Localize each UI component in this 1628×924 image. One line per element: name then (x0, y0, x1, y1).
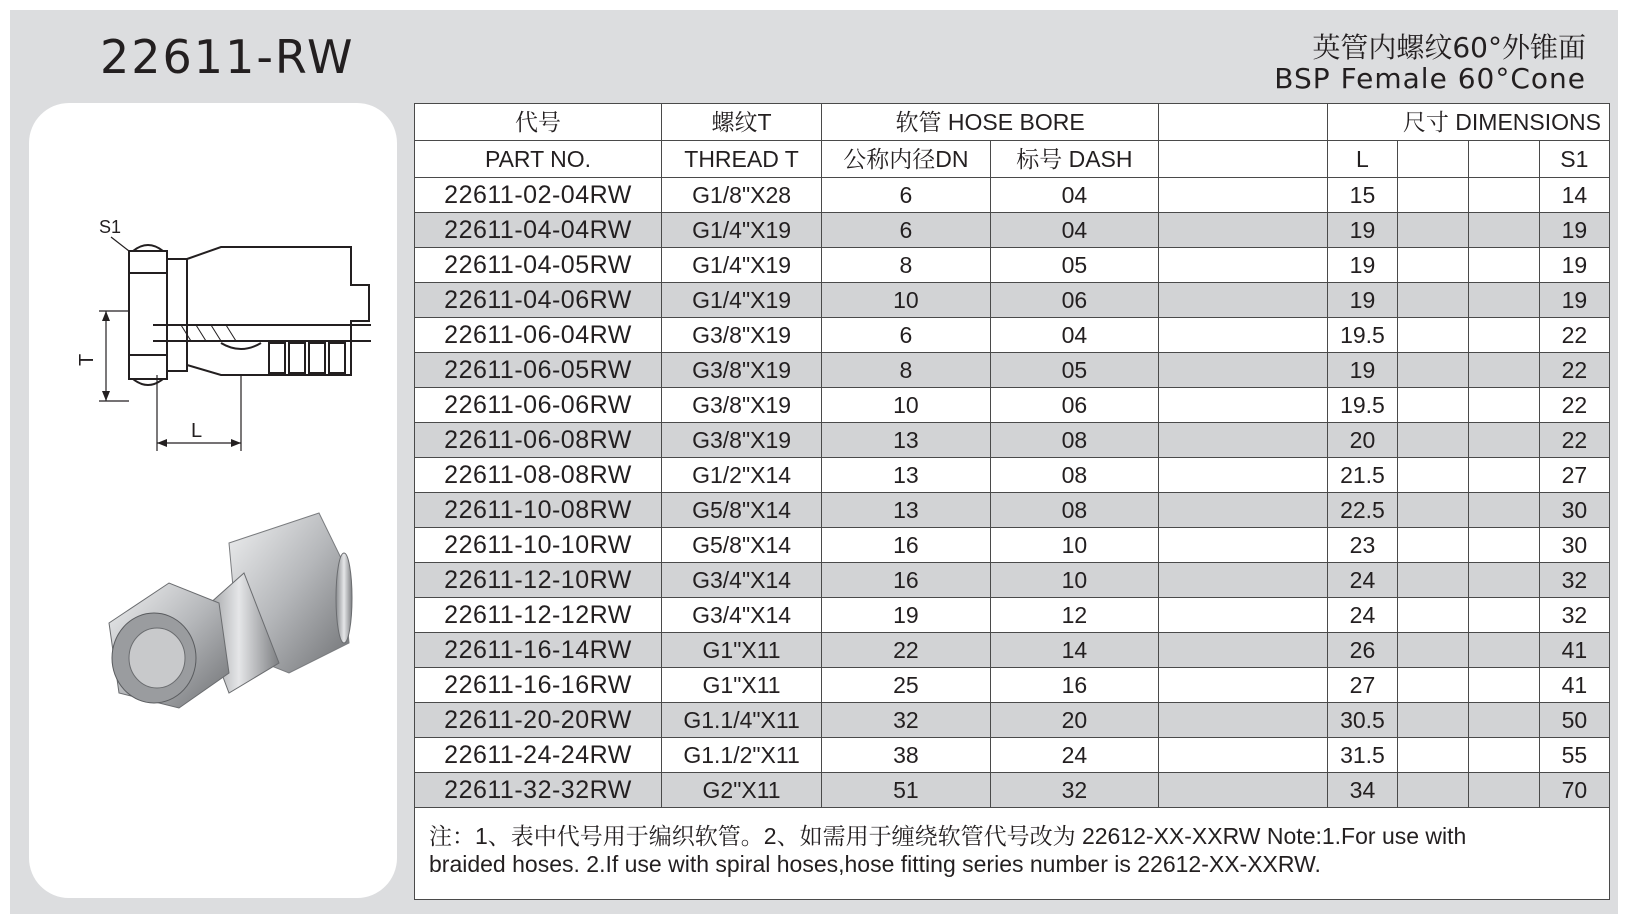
cell-dash: 05 (990, 248, 1158, 283)
cell-dn: 6 (822, 213, 990, 248)
subtitle-chinese: 英管内螺纹60°外锥面 (1312, 31, 1586, 64)
header-s1: S1 (1539, 141, 1609, 178)
cell-dash: 06 (990, 283, 1158, 318)
cell-s1: 41 (1539, 668, 1609, 703)
cell-empty (1469, 633, 1540, 668)
cell-empty (1469, 493, 1540, 528)
cell-part-no: 22611-04-05RW (415, 248, 661, 283)
table-row (415, 633, 1609, 668)
cell-part-no: 22611-02-04RW (415, 178, 661, 213)
cell-dn: 19 (822, 598, 990, 633)
subtitle-english: BSP Female 60°Cone (1274, 62, 1586, 95)
cell-empty (1398, 213, 1469, 248)
cell-thread: G1/8"X28 (661, 178, 821, 213)
cell-l: 24 (1327, 598, 1398, 633)
cell-empty (1398, 598, 1469, 633)
cell-empty (1469, 703, 1540, 738)
cell-l: 21.5 (1327, 458, 1398, 493)
table-row (415, 563, 1609, 598)
cell-s1: 70 (1539, 773, 1609, 808)
cell-l: 22.5 (1327, 493, 1398, 528)
cell-empty (1159, 528, 1327, 563)
cell-dn: 6 (822, 178, 990, 213)
cell-empty (1398, 388, 1469, 423)
cell-part-no: 22611-08-08RW (415, 458, 661, 493)
cell-part-no: 22611-10-08RW (415, 493, 661, 528)
cell-thread: G3/4"X14 (661, 563, 821, 598)
table-row (415, 283, 1609, 318)
cell-thread: G3/8"X19 (661, 318, 821, 353)
cell-s1: 19 (1539, 213, 1609, 248)
cell-part-no: 22611-32-32RW (415, 773, 661, 808)
cell-dash: 32 (990, 773, 1158, 808)
cell-empty (1398, 458, 1469, 493)
cell-empty (1469, 773, 1540, 808)
cell-empty (1469, 388, 1540, 423)
cell-s1: 27 (1539, 458, 1609, 493)
cell-empty (1469, 528, 1540, 563)
cell-empty (1159, 598, 1327, 633)
cell-dn: 32 (822, 703, 990, 738)
cell-part-no: 22611-12-12RW (415, 598, 661, 633)
cell-part-no: 22611-06-04RW (415, 318, 661, 353)
cell-s1: 50 (1539, 703, 1609, 738)
cell-l: 24 (1327, 563, 1398, 598)
cell-dn: 22 (822, 633, 990, 668)
cell-part-no: 22611-16-16RW (415, 668, 661, 703)
cell-empty (1159, 213, 1327, 248)
cell-empty (1398, 668, 1469, 703)
cell-thread: G1/4"X19 (661, 213, 821, 248)
cell-s1: 30 (1539, 493, 1609, 528)
header-dn: 公称内径DN (822, 141, 990, 178)
cell-empty (1398, 423, 1469, 458)
table-row (415, 668, 1609, 703)
cell-dash: 08 (990, 423, 1158, 458)
header-empty-cell (1159, 104, 1327, 141)
cell-dn: 13 (822, 423, 990, 458)
cell-dn: 25 (822, 668, 990, 703)
cell-empty (1398, 633, 1469, 668)
cell-dash: 08 (990, 458, 1158, 493)
cell-l: 19 (1327, 213, 1398, 248)
table-row (415, 318, 1609, 353)
cell-dn: 16 (822, 528, 990, 563)
cell-empty (1159, 668, 1327, 703)
cell-empty (1398, 528, 1469, 563)
cell-dn: 10 (822, 388, 990, 423)
cell-part-no: 22611-06-06RW (415, 388, 661, 423)
cell-dash: 20 (990, 703, 1158, 738)
header-empty-cell (1159, 141, 1327, 178)
cell-part-no: 22611-04-06RW (415, 283, 661, 318)
dimension-label-l: L (191, 420, 203, 442)
spec-table (414, 103, 1610, 900)
cell-empty (1469, 563, 1540, 598)
cell-l: 19 (1327, 353, 1398, 388)
cell-empty (1469, 248, 1540, 283)
cell-part-no: 22611-12-10RW (415, 563, 661, 598)
dimension-label-t: T (76, 353, 98, 366)
cell-part-no: 22611-04-04RW (415, 213, 661, 248)
cell-dn: 6 (822, 318, 990, 353)
cell-dash: 10 (990, 563, 1158, 598)
cell-dash: 04 (990, 213, 1158, 248)
cell-dn: 13 (822, 493, 990, 528)
cell-thread: G3/8"X19 (661, 388, 821, 423)
table-row (415, 178, 1609, 213)
cell-empty (1159, 178, 1327, 213)
table-row (415, 423, 1609, 458)
cell-empty (1159, 248, 1327, 283)
header-hose-bore: 软管 HOSE BORE (822, 104, 1159, 141)
cell-dn: 8 (822, 248, 990, 283)
table-row (415, 493, 1609, 528)
cell-l: 30.5 (1327, 703, 1398, 738)
technical-drawing (41, 155, 386, 455)
cell-thread: G2"X11 (661, 773, 821, 808)
cell-part-no: 22611-24-24RW (415, 738, 661, 773)
cell-empty (1398, 703, 1469, 738)
cell-empty (1159, 318, 1327, 353)
cell-empty (1469, 353, 1540, 388)
header-empty-cell (1469, 141, 1540, 178)
header-thread-t: THREAD T (661, 141, 821, 178)
header-row-1 (415, 104, 1609, 141)
spec-grid (415, 104, 1609, 808)
footnote-line-1: 注：1、表中代号用于编织软管。2、如需用于缠绕软管代号改为 22612-XX-XXRW Note:1.For use with (429, 823, 1467, 849)
table-row (415, 598, 1609, 633)
cell-l: 19 (1327, 248, 1398, 283)
cell-s1: 14 (1539, 178, 1609, 213)
cell-empty (1159, 493, 1327, 528)
cell-empty (1159, 458, 1327, 493)
cell-dash: 10 (990, 528, 1158, 563)
product-image-card (29, 103, 397, 898)
cell-s1: 30 (1539, 528, 1609, 563)
cell-part-no: 22611-20-20RW (415, 703, 661, 738)
cell-s1: 19 (1539, 283, 1609, 318)
header-dash: 标号 DASH (990, 141, 1158, 178)
cell-s1: 19 (1539, 248, 1609, 283)
header-row-2 (415, 141, 1609, 178)
cell-empty (1469, 458, 1540, 493)
cell-s1: 22 (1539, 318, 1609, 353)
cell-l: 15 (1327, 178, 1398, 213)
cell-l: 19.5 (1327, 388, 1398, 423)
cell-thread: G1"X11 (661, 668, 821, 703)
table-row (415, 703, 1609, 738)
cell-s1: 22 (1539, 353, 1609, 388)
cell-s1: 32 (1539, 598, 1609, 633)
cell-empty (1398, 283, 1469, 318)
table-row (415, 353, 1609, 388)
cell-dn: 13 (822, 458, 990, 493)
cell-empty (1398, 353, 1469, 388)
cell-dash: 24 (990, 738, 1158, 773)
cell-empty (1469, 668, 1540, 703)
footnote (429, 822, 1599, 878)
cell-empty (1159, 633, 1327, 668)
cell-l: 27 (1327, 668, 1398, 703)
cell-thread: G1.1/2"X11 (661, 738, 821, 773)
cell-empty (1159, 773, 1327, 808)
cell-dn: 51 (822, 773, 990, 808)
cell-thread: G5/8"X14 (661, 493, 821, 528)
cell-empty (1398, 773, 1469, 808)
cell-s1: 32 (1539, 563, 1609, 598)
cell-part-no: 22611-10-10RW (415, 528, 661, 563)
cell-dn: 10 (822, 283, 990, 318)
cell-empty (1469, 423, 1540, 458)
cell-empty (1469, 178, 1540, 213)
cell-thread: G1"X11 (661, 633, 821, 668)
cell-empty (1159, 353, 1327, 388)
cell-dash: 04 (990, 318, 1158, 353)
cell-dash: 04 (990, 178, 1158, 213)
fitting-photo (79, 503, 369, 733)
cell-part-no: 22611-06-08RW (415, 423, 661, 458)
cell-l: 19 (1327, 283, 1398, 318)
cell-thread: G5/8"X14 (661, 528, 821, 563)
cell-dash: 12 (990, 598, 1158, 633)
header-dimensions: 尺寸 DIMENSIONS (1327, 104, 1609, 141)
cell-l: 31.5 (1327, 738, 1398, 773)
cell-dn: 38 (822, 738, 990, 773)
cell-dash: 05 (990, 353, 1158, 388)
cell-empty (1159, 703, 1327, 738)
cell-l: 34 (1327, 773, 1398, 808)
dimension-label-s1: S1 (99, 217, 122, 237)
header-part-cn: 代号 (415, 104, 661, 141)
cell-dash: 16 (990, 668, 1158, 703)
cell-empty (1469, 283, 1540, 318)
cell-thread: G1.1/4"X11 (661, 703, 821, 738)
header-empty-cell (1398, 141, 1469, 178)
table-row (415, 248, 1609, 283)
cell-thread: G1/4"X19 (661, 283, 821, 318)
header-thread-cn: 螺纹T (661, 104, 821, 141)
cell-thread: G1/4"X19 (661, 248, 821, 283)
cell-empty (1398, 248, 1469, 283)
cell-empty (1469, 598, 1540, 633)
cell-empty (1398, 738, 1469, 773)
cell-dash: 08 (990, 493, 1158, 528)
cell-thread: G3/8"X19 (661, 353, 821, 388)
cell-empty (1159, 563, 1327, 598)
cell-dash: 14 (990, 633, 1158, 668)
cell-empty (1398, 563, 1469, 598)
cell-empty (1398, 493, 1469, 528)
cell-s1: 22 (1539, 423, 1609, 458)
table-row (415, 458, 1609, 493)
cell-empty (1398, 178, 1469, 213)
table-row (415, 213, 1609, 248)
cell-l: 20 (1327, 423, 1398, 458)
cell-empty (1398, 318, 1469, 353)
cell-l: 19.5 (1327, 318, 1398, 353)
cell-thread: G3/8"X19 (661, 423, 821, 458)
cell-empty (1469, 318, 1540, 353)
cell-thread: G1/2"X14 (661, 458, 821, 493)
table-row (415, 773, 1609, 808)
table-row (415, 738, 1609, 773)
table-row (415, 388, 1609, 423)
cell-l: 26 (1327, 633, 1398, 668)
footnote-line-2: braided hoses. 2.If use with spiral hoses,hose fitting series number is 22612-XX-XXRW. (429, 851, 1321, 877)
cell-empty (1159, 388, 1327, 423)
cell-empty (1159, 283, 1327, 318)
cell-empty (1159, 423, 1327, 458)
cell-dash: 06 (990, 388, 1158, 423)
cell-part-no: 22611-16-14RW (415, 633, 661, 668)
cell-s1: 55 (1539, 738, 1609, 773)
header-l: L (1327, 141, 1398, 178)
cell-s1: 22 (1539, 388, 1609, 423)
cell-dn: 16 (822, 563, 990, 598)
cell-l: 23 (1327, 528, 1398, 563)
cell-part-no: 22611-06-05RW (415, 353, 661, 388)
cell-empty (1469, 213, 1540, 248)
cell-empty (1469, 738, 1540, 773)
page-title: 22611-RW (100, 30, 355, 84)
cell-thread: G3/4"X14 (661, 598, 821, 633)
cell-empty (1159, 738, 1327, 773)
header-part-no: PART NO. (415, 141, 661, 178)
table-row (415, 528, 1609, 563)
cell-s1: 41 (1539, 633, 1609, 668)
cell-dn: 8 (822, 353, 990, 388)
